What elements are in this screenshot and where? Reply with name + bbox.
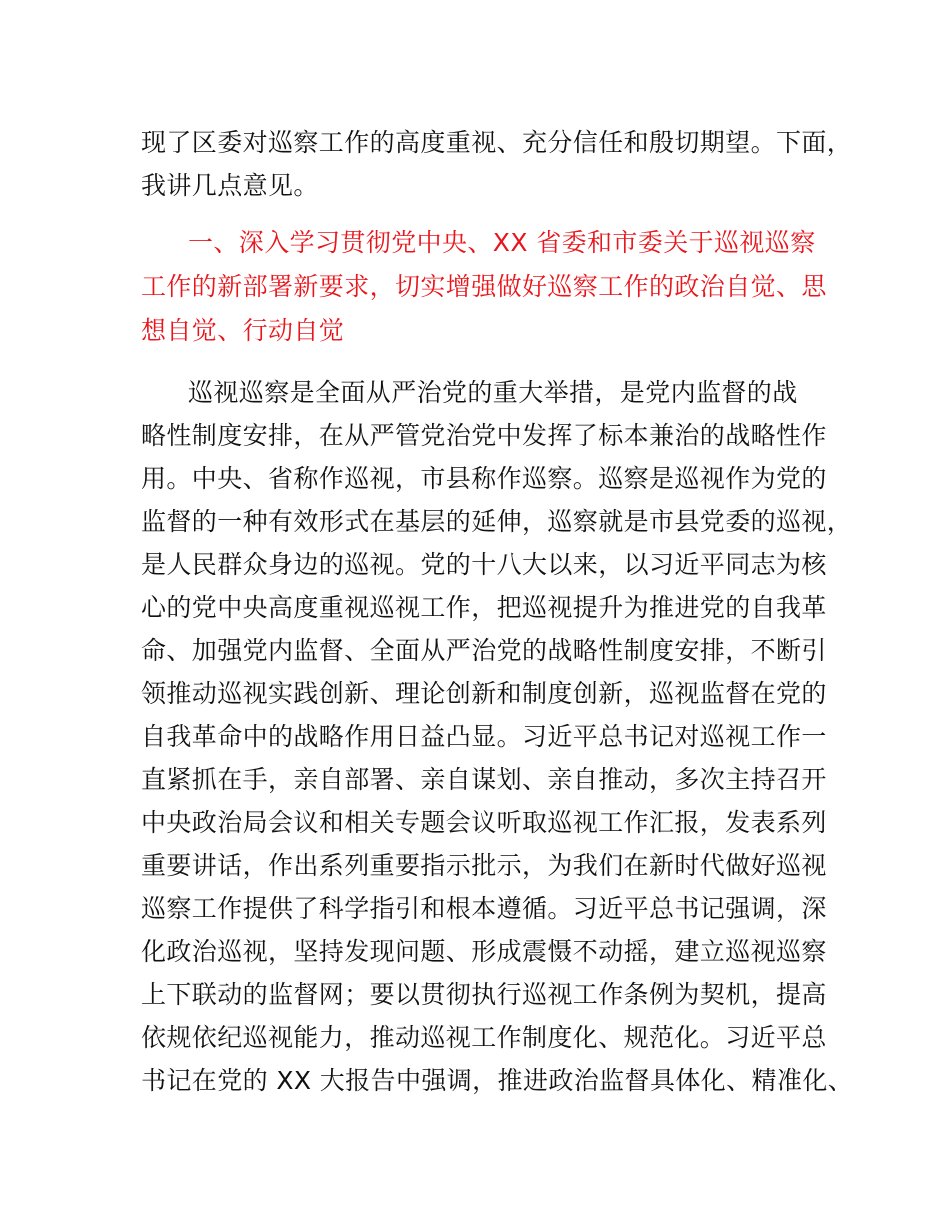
intro-line-2: 我讲几点意见。	[141, 171, 319, 200]
intro-line-1: 现了区委对巡察工作的高度重视、充分信任和殷切期望。下面，	[141, 128, 853, 157]
body-line-2: 略性制度安排，在从严管党治党中发挥了标本兼治的战略性作	[141, 421, 827, 450]
body-line-1: 巡视巡察是全面从严治党的重大举措，是党内监督的战	[188, 378, 798, 407]
body-line-12: 重要讲话，作出系列重要指示批示，为我们在新时代做好巡视	[141, 851, 827, 880]
section-heading-line-2: 工作的新部署新要求，切实增强做好巡察工作的政治自觉、思	[141, 272, 827, 301]
body-line-3: 用。中央、省称作巡视，市县称作巡察。巡察是巡视作为党的	[141, 464, 827, 493]
body-line-4: 监督的一种有效形式在基层的延伸，巡察就是市县党委的巡视，	[141, 507, 853, 536]
body-line-9: 自我革命中的战略作用日益凸显。习近平总书记对巡视工作一	[141, 722, 827, 751]
body-line-10: 直紧抓在手，亲自部署、亲自谋划、亲自推动，多次主持召开	[141, 765, 827, 794]
body-line-7: 命、加强党内监督、全面从严治党的战略性制度安排，不断引	[141, 636, 827, 665]
body-line-6: 心的党中央高度重视巡视工作，把巡视提升为推进党的自我革	[141, 593, 827, 622]
body-line-16: 依规依纪巡视能力，推动巡视工作制度化、规范化。习近平总	[141, 1023, 827, 1052]
section-heading-line-1: 一、深入学习贯彻党中央、XX 省委和市委关于巡视巡察	[188, 228, 816, 257]
body-line-8: 领推动巡视实践创新、理论创新和制度创新，巡视监督在党的	[141, 679, 827, 708]
body-line-15: 上下联动的监督网；要以贯彻执行巡视工作条例为契机，提高	[141, 980, 827, 1009]
body-line-13: 巡察工作提供了科学指引和根本遵循。习近平总书记强调，深	[141, 894, 827, 923]
body-line-14: 化政治巡视，坚持发现问题、形成震慑不动摇，建立巡视巡察	[141, 937, 827, 966]
body-line-11: 中央政治局会议和相关专题会议听取巡视工作汇报，发表系列	[141, 808, 827, 837]
section-heading-line-3: 想自觉、行动自觉	[141, 316, 345, 345]
body-line-17: 书记在党的 XX 大报告中强调，推进政治监督具体化、精准化、	[141, 1066, 854, 1095]
body-line-5: 是人民群众身边的巡视。党的十八大以来，以习近平同志为核	[141, 550, 827, 579]
